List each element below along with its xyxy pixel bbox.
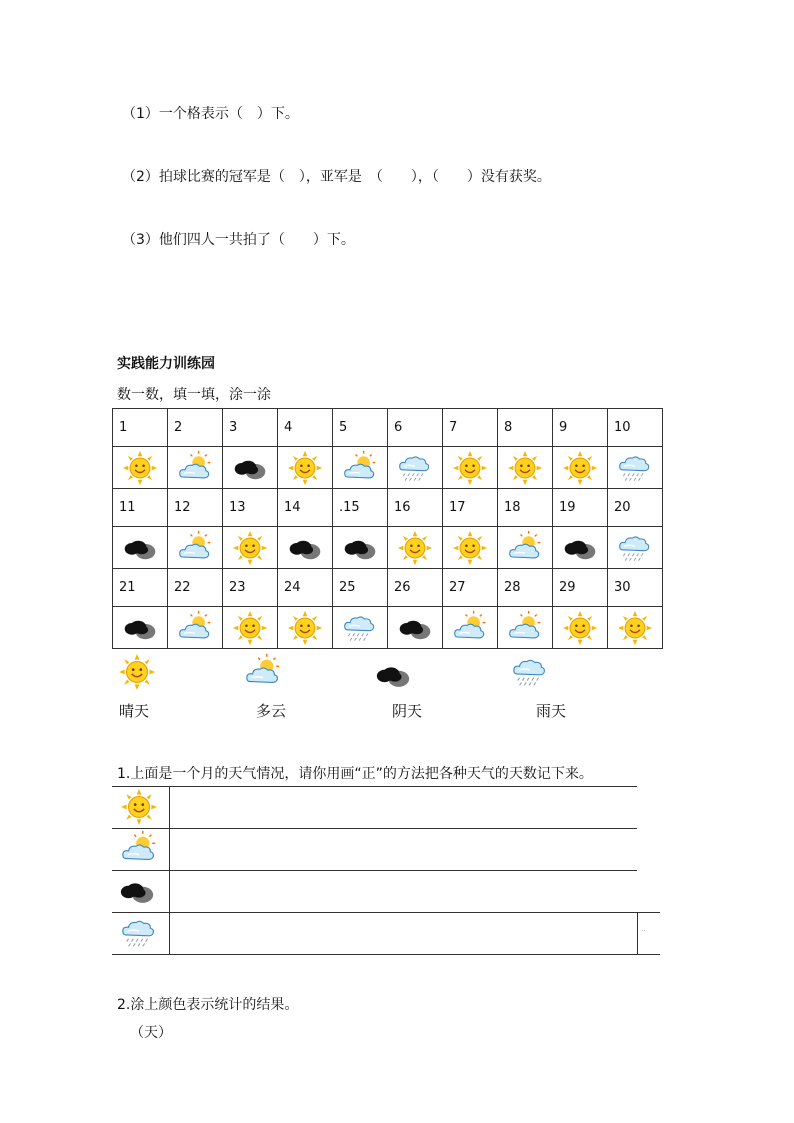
calendar-weather-cell — [553, 527, 608, 569]
cloudy-icon — [176, 530, 214, 566]
calendar-day-number: 27 — [443, 569, 498, 607]
calendar-day-number: 14 — [278, 489, 333, 527]
calendar-weather-cell — [388, 607, 443, 649]
legend-rainy-icon — [510, 653, 550, 691]
calendar-weather-row — [113, 527, 663, 569]
calendar-day-number: 28 — [498, 569, 553, 607]
calendar-day-number: 5 — [333, 409, 388, 447]
legend-overcast-icon — [373, 656, 413, 694]
calendar-day-number: 18 — [498, 489, 553, 527]
calendar-day-number: 24 — [278, 569, 333, 607]
calendar-weather-cell — [443, 447, 498, 489]
calendar-day-number: 17 — [443, 489, 498, 527]
calendar-day-number: 2 — [168, 409, 223, 447]
rainy-icon — [616, 450, 654, 486]
tally-input-cloudy[interactable] — [168, 832, 636, 868]
calendar-day-number: 13 — [223, 489, 278, 527]
calendar-weather-cell — [168, 527, 223, 569]
sunny-icon — [121, 450, 159, 486]
calendar-day-number: 20 — [608, 489, 663, 527]
task-1-instruction: 1.上面是一个月的天气情况，请你用画“正”的方法把各种天气的天数记下来。 — [117, 766, 593, 782]
sunny-icon — [451, 450, 489, 486]
tally-input-overcast[interactable] — [168, 874, 636, 910]
calendar-weather-cell — [223, 527, 278, 569]
question-3: （3）他们四人一共拍了（ ）下。 — [122, 232, 355, 248]
section-subtitle: 数一数，填一填，涂一涂 — [117, 387, 271, 403]
overcast-icon — [396, 610, 434, 646]
cloudy-icon — [506, 610, 544, 646]
sunny-icon — [231, 610, 269, 646]
calendar-weather-cell — [608, 447, 663, 489]
legend-cloudy-icon — [243, 653, 283, 691]
calendar-weather-row — [113, 447, 663, 489]
calendar-day-number: 10 — [608, 409, 663, 447]
calendar-weather-cell — [608, 607, 663, 649]
tally-sunny-icon — [119, 788, 159, 826]
sunny-icon — [286, 450, 324, 486]
rainy-icon — [396, 450, 434, 486]
sunny-icon — [396, 530, 434, 566]
calendar-weather-cell — [223, 447, 278, 489]
tally-rainy-icon — [119, 914, 159, 952]
calendar-weather-cell — [498, 607, 553, 649]
calendar-day-row — [113, 569, 663, 607]
calendar-day-number: 16 — [388, 489, 443, 527]
overcast-icon — [121, 530, 159, 566]
tally-input-rainy[interactable] — [168, 916, 636, 952]
sunny-icon — [451, 530, 489, 566]
calendar-weather-row — [113, 607, 663, 649]
calendar-day-number: 22 — [168, 569, 223, 607]
legend-label-sunny: 晴天 — [119, 702, 150, 720]
calendar-day-number: 7 — [443, 409, 498, 447]
calendar-weather-cell — [168, 447, 223, 489]
section-title: 实践能力训练园 — [117, 356, 215, 372]
calendar-day-number: 30 — [608, 569, 663, 607]
calendar-weather-cell — [553, 447, 608, 489]
calendar-weather-cell — [113, 447, 168, 489]
calendar-weather-cell — [168, 607, 223, 649]
sunny-icon — [561, 610, 599, 646]
task-2-instruction: 2.涂上颜色表示统计的结果。 — [117, 997, 299, 1013]
question-2: （2）拍球比赛的冠军是（ ），亚军是 （ ），（ ）没有获奖。 — [122, 169, 551, 185]
calendar-day-number: 21 — [113, 569, 168, 607]
rainy-icon — [616, 530, 654, 566]
sunny-icon — [286, 610, 324, 646]
calendar-weather-cell — [333, 607, 388, 649]
calendar-day-row — [113, 409, 663, 447]
calendar-weather-cell — [333, 527, 388, 569]
legend-label-overcast: 阴天 — [392, 702, 423, 720]
calendar-day-number: 1 — [113, 409, 168, 447]
calendar-day-row — [113, 489, 663, 527]
calendar-weather-cell — [608, 527, 663, 569]
calendar-weather-cell — [113, 527, 168, 569]
rainy-icon — [341, 610, 379, 646]
calendar-day-number: 29 — [553, 569, 608, 607]
calendar-day-number: 11 — [113, 489, 168, 527]
calendar-weather-cell — [388, 527, 443, 569]
tally-cloudy-icon — [119, 830, 159, 868]
legend-sunny-icon — [117, 653, 157, 691]
calendar-weather-cell — [333, 447, 388, 489]
cloudy-icon — [341, 450, 379, 486]
calendar-weather-cell — [498, 447, 553, 489]
calendar-weather-cell — [498, 527, 553, 569]
cloudy-icon — [176, 610, 214, 646]
sunny-icon — [616, 610, 654, 646]
legend-label-cloudy: 多云 — [256, 702, 287, 720]
overcast-icon — [286, 530, 324, 566]
weather-calendar — [112, 408, 663, 649]
calendar-weather-cell — [278, 607, 333, 649]
legend-label-rainy: 雨天 — [536, 702, 567, 720]
overcast-icon — [341, 530, 379, 566]
cloudy-icon — [451, 610, 489, 646]
calendar-weather-cell — [443, 527, 498, 569]
calendar-weather-cell — [553, 607, 608, 649]
calendar-day-number: 3 — [223, 409, 278, 447]
calendar-day-number: 26 — [388, 569, 443, 607]
tally-input-sunny[interactable] — [168, 790, 636, 826]
tally-overcast-icon — [117, 872, 157, 910]
calendar-day-number: 8 — [498, 409, 553, 447]
tally-mark: .. — [641, 925, 646, 933]
sunny-icon — [561, 450, 599, 486]
calendar-weather-cell — [443, 607, 498, 649]
sunny-icon — [506, 450, 544, 486]
sunny-icon — [231, 530, 269, 566]
calendar-weather-cell — [223, 607, 278, 649]
calendar-day-number: 4 — [278, 409, 333, 447]
calendar-day-number: .15 — [333, 489, 388, 527]
overcast-icon — [231, 450, 269, 486]
calendar-weather-cell — [278, 447, 333, 489]
overcast-icon — [121, 610, 159, 646]
overcast-icon — [561, 530, 599, 566]
calendar-day-number: 9 — [553, 409, 608, 447]
cloudy-icon — [176, 450, 214, 486]
chart-unit-label: （天） — [130, 1025, 172, 1041]
calendar-weather-cell — [278, 527, 333, 569]
calendar-weather-cell — [388, 447, 443, 489]
calendar-day-number: 6 — [388, 409, 443, 447]
calendar-weather-cell — [113, 607, 168, 649]
calendar-day-number: 23 — [223, 569, 278, 607]
question-1: （1）一个格表示（ ）下。 — [122, 106, 299, 122]
calendar-day-number: 25 — [333, 569, 388, 607]
calendar-day-number: 19 — [553, 489, 608, 527]
cloudy-icon — [506, 530, 544, 566]
calendar-day-number: 12 — [168, 489, 223, 527]
